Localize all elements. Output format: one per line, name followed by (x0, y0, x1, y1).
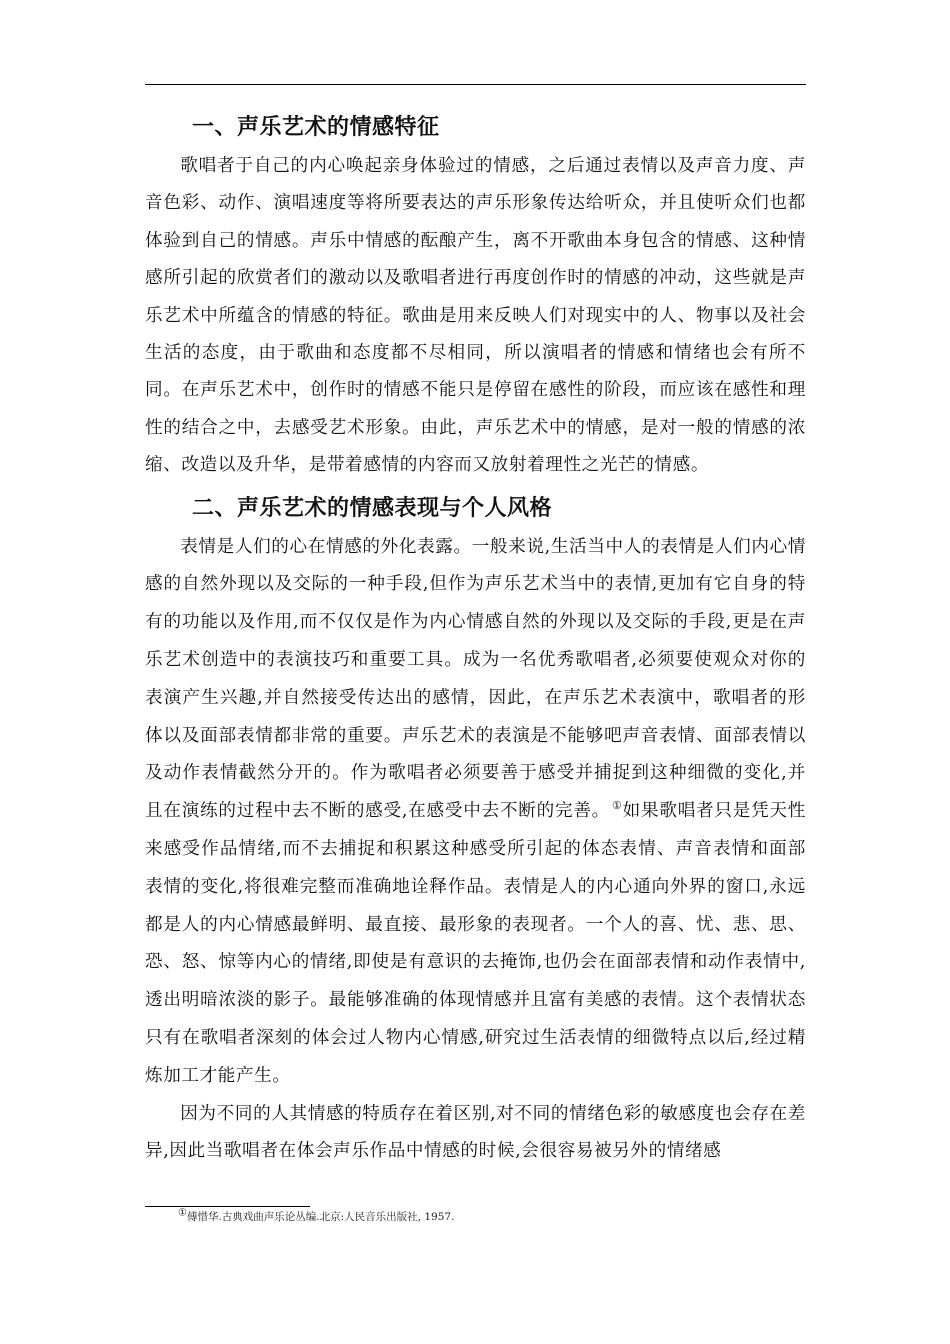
footnote-reference[interactable]: ① (612, 799, 623, 813)
section-2-paragraph-1 (145, 529, 806, 1096)
section-2-paragraph-1-part-1: 表情是人们的心在情感的外化表露。一般来说,生活当中人的表情是人们内心情感的自然外现以及交际的一种手段,但作为声乐艺术当中的表情,更加有它自身的特有的功能以及作用,而不仅仅是作为内心情感自然的外现以及交际的手段,更是在声乐艺术创造中的表演技巧和重要工具。成为一名优秀歌唱者,必须要使观众对你的表演产生兴趣,并自然接受传达出的感情，因此，在声乐艺术表演中，歌唱者的形体以及面部表情都非常的重要。声乐艺术的表演是不能够吧声音表情、面部表情以及动作表情截然分开的。作为歌唱者必须要善于感受并捕捉到这种细微的变化,并且在演练的过程中去不断的感受,在感受中去不断的完善。 (145, 536, 806, 822)
section-2-paragraph-1-part-2: 如果歌唱者只是凭天性来感受作品情绪,而不去捕捉和积累这种感受所引起的体态表情、声音表情和面部表情的变化,将很难完整而准确地诠释作品。表情是人的内心通向外界的窗口,永远都是人的内心情感最鲜明、最直接、最形象的表现者。一个人的喜、忧、悲、思、恐、怒、惊等内心的情绪,即使是有意识的去掩饰,也仍会在面部表情和动作表情中,透出明暗浓淡的影子。最能够准确的体现情感并且富有美感的表情。这个表情状态只有在歌唱者深刻的体会过人物内心情感,研究过生活表情的细微特点以后,经过精炼加工才能产生。 (145, 801, 806, 1086)
footnote-text: 傅惜华.古典戏曲声乐论丛编.北京:人民音乐出版社, 1957. (186, 1211, 455, 1223)
section-2-heading: 二、声乐艺术的情感表现与个人风格 (192, 495, 553, 521)
header-rule (145, 84, 806, 85)
footnote-rule (145, 1206, 310, 1207)
section-1-heading: 一、声乐艺术的情感特征 (192, 115, 440, 140)
footnote (178, 1209, 454, 1225)
footnote-mark: ① (178, 1207, 187, 1219)
section-1-paragraph: 歌唱者于自己的内心唤起亲身体验过的情感，之后通过表情以及声音力度、声音色彩、动作、演唱速度等将所要表达的声乐形象传达给听众，并且使听众们也都体验到自己的情感。声乐中情感的酝酿产生，离不开歌曲本身包含的情感、这种情感所引起的欣赏者们的激动以及歌唱者进行再度创作时的情感的冲动，这些就是声乐艺术中所蕴含的情感的特征。歌曲是用来反映人们对现实中的人、物事以及社会生活的态度，由于歌曲和态度都不尽相同，所以演唱者的情感和情绪也会有所不同。在声乐艺术中，创作时的情感不能只是停留在感性的阶段，而应该在感性和理性的结合之中，去感受艺术形象。由此，声乐艺术中的情感，是对一般的情感的浓缩、改造以及升华，是带着感情的内容而又放射着理性之光芒的情感。 (145, 156, 806, 476)
section-2-paragraph-2: 因为不同的人其情感的特质存在着区别,对不同的情绪色彩的敏感度也会存在差异,因此当歌唱者在体会声乐作品中情感的时候,会很容易被另外的情绪感 (145, 1103, 806, 1162)
main-content (145, 108, 806, 1171)
